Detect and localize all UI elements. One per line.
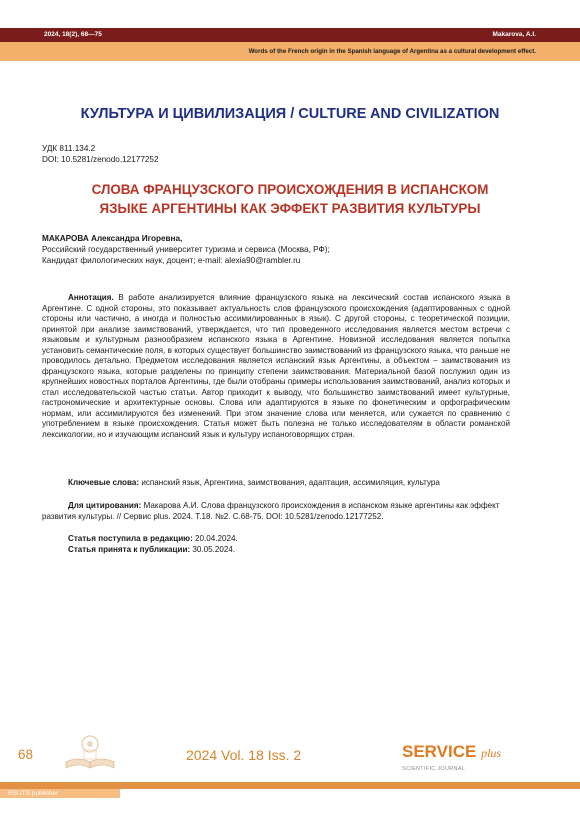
running-title: Words of the French origin in the Spanish language of Argentina as a cultural development effect. — [248, 48, 536, 55]
journal-ref: 2024, 18(2), 68—75 — [44, 31, 102, 38]
book-logo-icon — [60, 732, 120, 774]
abstract — [42, 293, 510, 440]
author-block — [42, 233, 330, 266]
page-number: 68 — [18, 747, 34, 762]
article-title — [30, 180, 550, 218]
udc-code: УДК 811.134.2 — [42, 144, 96, 153]
title-line-2: ЯЗЫКЕ АРГЕНТИНЫ КАК ЭФФЕКТ РАЗВИТИЯ КУЛЬТУРЫ — [99, 201, 481, 216]
running-title-bar — [0, 42, 580, 61]
brand-subtitle: SCIENTIFIC JOURNAL — [402, 766, 466, 772]
keywords — [68, 478, 508, 487]
received-label: Статья поступила в редакцию: — [68, 534, 193, 543]
keywords-text: испанский язык, Аргентина, заимствования, адаптация, ассимиляция, культура — [141, 478, 440, 487]
article-dates — [68, 533, 238, 555]
citation-text: Макарова А.И. Слова французского происхождения в испанском языке аргентины как эффект развития культуры. // Сервис plus. 2024. Т.18. №2. С.68-75. DOI: 10.5281/zenodo.12177252. — [42, 501, 500, 521]
author-name: МАКАРОВА Александра Игоревна, — [42, 234, 183, 243]
publisher-label: RSUTS publisher — [0, 789, 120, 798]
author-short: Makarova, A.I. — [492, 31, 536, 38]
doi-link[interactable]: DOI: 10.5281/zenodo.12177252 — [42, 154, 159, 164]
brand-main: SERVICE — [402, 742, 477, 761]
header-bar — [0, 28, 580, 42]
issue-info: 2024 Vol. 18 Iss. 2 — [186, 747, 302, 763]
accepted-label: Статья принята к публикации: — [68, 545, 191, 554]
brand-italic: plus — [481, 746, 502, 760]
author-position: Кандидат филологических наук, доцент; e-mail: alexia90@rambler.ru — [42, 256, 301, 265]
author-affiliation: Российский государственный университет туризма и сервиса (Москва, РФ); — [42, 245, 330, 254]
article-meta — [42, 144, 159, 165]
footer-line — [0, 782, 580, 789]
citation-label: Для цитирования: — [68, 501, 142, 510]
abstract-label: Аннотация. — [68, 293, 114, 302]
title-line-1: СЛОВА ФРАНЦУЗСКОГО ПРОИСХОЖДЕНИЯ В ИСПАНСКОМ — [91, 182, 489, 197]
journal-brand — [402, 742, 501, 762]
abstract-text: В работе анализируется влияние французского языка на лексический состав испанского языка в Аргентине. С одной стороны, это показывает актуальность слов французского происхождения (адаптированных с одной стороны или частично, а иногда и полностью ассимилированных в язык). С другой стороны, с теоретической позиции, принятой при анализе заимствований, утверждается, что тип проведенного исследования является местом встречи с языковым и культурным разнообразием испанского языка в Аргентине. Новизной исследования является попытка установить семантические поля, в которых существует большинство заимствований из французского языка, что раньше не проводилось детально. Предметом исследования является испанский язык Аргентины, а объектом – заимствования из французского языка, которые разделены по принципу степени заимствования. Материальной базой послужил один из крупнейших новостных порталов Аргентины, где были отобраны примеры использования заимствований, анализ которых и стал исследовательской частью статьи. Автор приходит к выводу, что большинство заимствований имеет культурные, гастрономические и архитектурные основы. Слова или адаптируются в языке по фонетическим и орфографическим нормам, или ассимилируются без изменений. При этом значение слова или меняется, или сужается по сравнению с употреблением в языке происхождения. Статья может быть полезна не только исследователям в области романской лексикологии, но и изучающим испанский язык и культуру испаноговорящих стран. — [42, 293, 511, 439]
keywords-label: Ключевые слова: — [68, 478, 140, 487]
citation — [42, 500, 510, 522]
received-date: 20.04.2024. — [195, 534, 238, 543]
accepted-date: 30.05.2024. — [192, 545, 236, 554]
section-heading: КУЛЬТУРА И ЦИВИЛИЗАЦИЯ / CULTURE AND CIVILIZATION — [80, 106, 500, 122]
